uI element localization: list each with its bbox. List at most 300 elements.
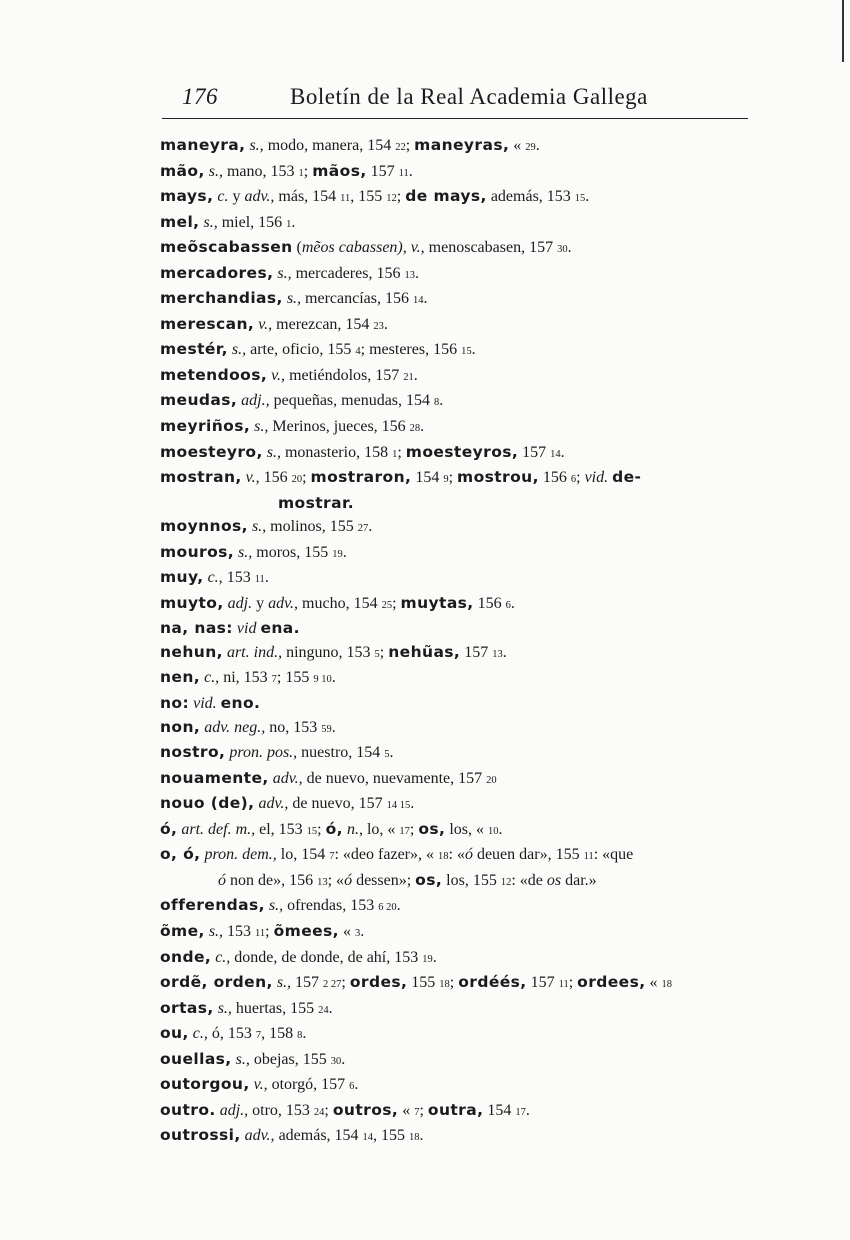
glossary-entry xyxy=(160,466,760,492)
headword: outorgou, xyxy=(160,1075,250,1094)
glossary-entry xyxy=(160,792,760,818)
glossary-entry xyxy=(160,617,760,641)
entry-text: : «de xyxy=(511,871,547,889)
glossary-entry xyxy=(160,818,760,844)
entry-text: 156 xyxy=(538,469,571,487)
line-reference: 13 xyxy=(492,648,503,660)
headword: ordes, xyxy=(349,973,408,992)
entry-text: 154 xyxy=(411,469,444,487)
entry-text: 153 xyxy=(223,922,256,940)
headword: non, xyxy=(160,717,201,736)
entry-text: 157 xyxy=(518,443,551,461)
headword: nouamente, xyxy=(160,768,269,787)
entry-text: ; xyxy=(265,922,274,940)
grammar-label: c., xyxy=(192,1025,208,1043)
line-reference: 1 xyxy=(392,448,398,460)
glossary-entry xyxy=(160,441,760,467)
line-reference: 11 xyxy=(398,167,409,179)
glossary-entry xyxy=(160,262,760,288)
line-reference: 2 27 xyxy=(323,979,342,991)
grammar-label: c. xyxy=(217,188,229,206)
grammar-label: c., xyxy=(215,948,231,966)
grammar-label: art. def. m., xyxy=(181,820,256,838)
headword: ortas, xyxy=(160,998,214,1017)
entry-text: 157 xyxy=(366,162,399,180)
entry-text: . xyxy=(410,795,415,813)
entry-text: non de», 156 xyxy=(226,871,318,889)
entry-text: . xyxy=(383,315,388,333)
entry-text: obejas, 155 xyxy=(249,1050,331,1068)
entry-text: donde, de donde, de ahí, 153 xyxy=(230,948,423,966)
headword: moesteyro, xyxy=(160,442,263,461)
entry-text: dessen»; xyxy=(352,871,416,889)
entry-text: , 158 xyxy=(261,1025,298,1043)
line-reference: 6 xyxy=(505,599,511,611)
entry-text: modo, manera, 154 xyxy=(263,137,396,154)
line-reference: 1 xyxy=(286,218,292,230)
entry-text: . xyxy=(341,1050,346,1068)
entry-text: . xyxy=(342,543,347,561)
entry-text: . xyxy=(510,594,515,612)
line-reference: 7 xyxy=(414,1106,420,1118)
line-reference: 18 xyxy=(661,979,672,991)
entry-text: 154 xyxy=(483,1101,516,1119)
grammar-label: s., xyxy=(268,897,284,915)
entry-text: ; « xyxy=(327,871,345,889)
line-reference: 30 xyxy=(330,1055,342,1067)
line-reference: 3 xyxy=(354,927,361,939)
entry-continuation xyxy=(160,492,760,516)
line-reference: 13 xyxy=(404,269,415,281)
page-edge-mark xyxy=(842,0,844,62)
entry-text: ; xyxy=(419,1101,428,1119)
line-reference: 59 xyxy=(321,723,332,735)
line-reference: 28 xyxy=(409,423,421,435)
line-reference: 11 xyxy=(254,574,265,586)
glossary-entry xyxy=(160,894,760,920)
line-reference: 10 xyxy=(488,825,499,837)
entry-text: huertas, 155 xyxy=(231,999,319,1017)
grammar-label: s., xyxy=(208,922,224,940)
line-reference: 6 20 xyxy=(378,902,397,914)
headword: ó, xyxy=(325,819,343,838)
entry-text: arte, oficio, 155 xyxy=(246,341,356,359)
entry-text: ; 155 xyxy=(276,669,314,687)
line-reference: 6 xyxy=(349,1081,355,1093)
entry-text: ; mesteres, 156 xyxy=(360,341,462,359)
grammar-label: v., xyxy=(410,239,425,257)
entry-text: molinos, 155 xyxy=(266,518,358,536)
entry-text: deuen dar», 155 xyxy=(472,846,584,864)
entry-text: . xyxy=(331,718,336,736)
headword: mostraron, xyxy=(310,468,412,487)
entry-text: el, 153 xyxy=(255,820,307,838)
headword: meyriños, xyxy=(160,417,251,436)
headword: nen, xyxy=(160,668,201,687)
entry-text: . xyxy=(525,1101,530,1119)
line-reference: 18 xyxy=(439,979,450,991)
entry-text: . xyxy=(585,188,590,206)
line-reference: 8 xyxy=(297,1030,303,1042)
entry-text: . xyxy=(560,443,565,461)
entry-text: no, 153 xyxy=(265,718,322,736)
entry-text: ( xyxy=(292,239,302,257)
line-reference: 14 xyxy=(362,1132,374,1144)
headword: outros, xyxy=(332,1100,399,1119)
entry-text: . xyxy=(291,213,296,231)
headword: onde, xyxy=(160,947,212,966)
headword: mercadores, xyxy=(160,263,274,282)
entry-text: ; xyxy=(302,469,311,487)
line-reference: 15 xyxy=(306,825,318,837)
glossary-entry xyxy=(160,160,760,186)
grammar-label: adv., xyxy=(244,188,275,206)
line-reference: 20 xyxy=(486,774,497,786)
grammar-label: vid. xyxy=(193,695,217,713)
headword: moesteyros, xyxy=(405,442,519,461)
entry-text: y xyxy=(252,594,269,612)
entry-text: . xyxy=(414,264,419,282)
headword: offerendas, xyxy=(160,896,265,915)
entry-text: . xyxy=(264,569,269,587)
line-reference: 19 xyxy=(422,953,433,965)
headword: mãos, xyxy=(312,161,367,180)
glossary-entry xyxy=(160,1073,760,1099)
headword: nehun, xyxy=(160,642,223,661)
entry-text: Merinos, jueces, 156 xyxy=(268,418,410,436)
line-reference: 15 xyxy=(461,346,472,358)
glossary-entry xyxy=(160,185,760,211)
entry-text: además, 154 xyxy=(274,1127,363,1145)
headword: nostro, xyxy=(160,743,226,762)
line-reference: 9 10 xyxy=(313,674,332,686)
line-reference: 29 xyxy=(525,142,536,153)
entry-text: 156 xyxy=(259,469,292,487)
headword: ó, xyxy=(160,819,178,838)
headword: maneyra, xyxy=(160,136,246,154)
glossary-entry xyxy=(160,313,760,339)
grammar-label: pron. pos., xyxy=(229,744,298,762)
entry-text: lo, 154 xyxy=(276,846,330,864)
line-reference: 7 xyxy=(255,1030,262,1042)
entry-text: . xyxy=(419,1127,424,1145)
entry-text: ; xyxy=(405,137,415,154)
grammar-label: ó xyxy=(464,846,473,864)
headword: ordéés, xyxy=(458,973,527,992)
grammar-label: adv., xyxy=(244,1127,275,1145)
entry-text: ; xyxy=(379,643,389,661)
headword: mão, xyxy=(160,161,205,180)
headword: mostran, xyxy=(160,468,242,487)
line-reference: 14 15 xyxy=(386,800,411,812)
headword: mouros, xyxy=(160,542,235,561)
glossary-entry xyxy=(160,946,760,972)
entry-text: dar.» xyxy=(561,871,597,889)
headword: mestér, xyxy=(160,340,228,359)
line-reference: 12 xyxy=(500,876,512,888)
entry-text: mucho, 154 xyxy=(298,594,382,612)
grammar-label: v., xyxy=(253,1076,268,1094)
entry-text: pequeñas, menudas, 154 xyxy=(269,392,435,410)
headword: outra, xyxy=(427,1100,484,1119)
headword: na, nas: xyxy=(160,619,233,638)
grammar-label: s., xyxy=(254,418,269,436)
entry-text: . xyxy=(471,341,476,359)
line-reference: 20 xyxy=(291,474,303,486)
line-reference: 14 xyxy=(550,448,561,460)
entry-text: ninguno, 153 xyxy=(282,643,375,661)
grammar-label: s., xyxy=(249,137,264,154)
entry-continuation xyxy=(160,869,760,895)
running-header xyxy=(182,84,748,120)
glossary-entry xyxy=(160,592,760,618)
line-reference: 30 xyxy=(557,244,568,256)
headword: ena. xyxy=(260,619,300,638)
entry-text: metiéndolos, 157 xyxy=(285,366,404,384)
headword: ordees, xyxy=(577,973,646,992)
headword: muyto, xyxy=(160,593,224,612)
grammar-label: s., xyxy=(203,213,218,231)
entry-text: . xyxy=(328,999,333,1017)
headword: mays, xyxy=(160,187,214,206)
headword: õmees, xyxy=(273,921,339,940)
grammar-label: adj. xyxy=(227,594,253,612)
entry-text: : «deo fazer», « xyxy=(334,846,438,864)
headword: de- xyxy=(612,468,642,487)
glossary-entry xyxy=(160,541,760,567)
headword: meõscabassen xyxy=(160,238,293,257)
entry-text: ; xyxy=(324,1101,333,1119)
glossary-entry xyxy=(160,389,760,415)
entry-text: . xyxy=(331,669,336,687)
entry-text: ; xyxy=(392,594,401,612)
grammar-label: s., xyxy=(235,1050,250,1068)
entry-text: . xyxy=(302,1025,307,1043)
grammar-label: s., xyxy=(277,264,292,282)
entry-text: de nuevo, 157 xyxy=(288,795,387,813)
glossary-entry xyxy=(160,1099,760,1125)
line-reference: 11 xyxy=(340,193,351,205)
glossary-entry xyxy=(160,692,760,716)
entry-text: ; xyxy=(317,820,326,838)
entry-text: : «que xyxy=(593,846,634,864)
entry-text: . xyxy=(502,643,507,661)
entry-text: ; xyxy=(409,820,419,838)
entry-text: « xyxy=(338,922,355,940)
glossary-entry xyxy=(160,971,760,997)
headword: os, xyxy=(418,819,446,838)
entry-text: ; xyxy=(449,974,459,992)
headword: outro. xyxy=(160,1100,216,1119)
glossary-entry xyxy=(160,515,760,541)
grammar-label: v., xyxy=(245,469,260,487)
headword: ouellas, xyxy=(160,1049,232,1068)
headword: mel, xyxy=(160,212,200,231)
entry-text: ; xyxy=(341,974,350,992)
entry-text: merezcan, 154 xyxy=(272,315,374,333)
headword: õme, xyxy=(160,921,205,940)
grammar-label: s., xyxy=(208,162,223,180)
entry-text: los, 155 xyxy=(442,871,501,889)
headword: muytas, xyxy=(400,593,474,612)
grammar-label: adv., xyxy=(258,795,289,813)
entry-text: . xyxy=(389,744,394,762)
grammar-label: art. ind., xyxy=(226,643,283,661)
headword: muy, xyxy=(160,568,204,587)
entry-text: « xyxy=(509,137,526,154)
entry-text: . xyxy=(432,948,437,966)
line-reference: 8 xyxy=(434,397,440,409)
glossary-entry xyxy=(160,767,760,793)
line-reference: 11 xyxy=(558,979,569,991)
line-reference: 6 xyxy=(570,474,577,486)
glossary-entry xyxy=(160,338,760,364)
entry-text: . xyxy=(413,366,418,384)
entry-text: los, « xyxy=(445,820,489,838)
glossary-entry xyxy=(160,287,760,313)
glossary-entry xyxy=(160,236,760,262)
headword: mostrar. xyxy=(278,493,355,512)
entry-text: « xyxy=(398,1101,415,1119)
headword: nouo (de), xyxy=(160,794,255,813)
line-reference: 19 xyxy=(332,548,343,560)
glossary-entry xyxy=(160,641,760,667)
grammar-label: vid. xyxy=(584,469,609,487)
line-reference: 5 xyxy=(384,749,390,761)
grammar-label: v., xyxy=(271,366,286,384)
entry-text: mercancías, 156 xyxy=(301,290,413,308)
header-rule xyxy=(162,118,748,119)
entry-text: otro, 153 xyxy=(248,1101,314,1119)
grammar-label: vid xyxy=(236,620,257,638)
entry-text: . xyxy=(368,518,373,536)
entry-text: . xyxy=(420,418,425,436)
headword: nehũas, xyxy=(388,642,461,661)
entry-text: ; xyxy=(303,162,313,180)
line-reference: 17 xyxy=(515,1106,526,1118)
entry-text: 155 xyxy=(407,974,440,992)
line-reference: 23 xyxy=(373,320,384,332)
grammar-label: os xyxy=(546,871,562,889)
glossary-entry xyxy=(160,415,760,441)
glossary-entry xyxy=(160,1048,760,1074)
grammar-label: s., xyxy=(286,290,302,308)
headword: ou, xyxy=(160,1024,189,1043)
headword: maneyras, xyxy=(414,136,510,154)
entry-text: 157 xyxy=(526,974,559,992)
line-reference: 24 xyxy=(318,1004,329,1016)
entry-text: ó, 153 xyxy=(207,1025,256,1043)
entry-text: : « xyxy=(448,846,465,864)
entry-text: ; xyxy=(397,443,406,461)
line-reference: 15 xyxy=(574,193,586,205)
glossary-entry xyxy=(160,920,760,946)
grammar-label: c., xyxy=(204,669,220,687)
line-reference: 9 xyxy=(443,474,449,486)
entry-text: además, 153 xyxy=(486,188,575,206)
grammar-label: s., xyxy=(217,999,232,1017)
grammar-label: adv., xyxy=(272,769,303,787)
entry-text: monasterio, 158 xyxy=(280,443,393,461)
entry-text: 157 xyxy=(291,974,324,992)
headword: de mays, xyxy=(405,187,487,206)
entry-text: . xyxy=(439,392,444,410)
headword: merescan, xyxy=(160,314,255,333)
headword: os, xyxy=(415,870,443,889)
entry-text: . xyxy=(396,897,401,915)
entry-text: miel, 156 xyxy=(217,213,287,231)
glossary-entry xyxy=(160,1124,760,1150)
entry-text: ; xyxy=(448,469,458,487)
line-reference: 25 xyxy=(381,599,393,611)
line-reference: 7 xyxy=(329,851,335,863)
glossary-entry xyxy=(160,134,760,160)
grammar-label: ó xyxy=(344,871,353,889)
entry-text: moros, 155 xyxy=(252,543,333,561)
headword: metendoos, xyxy=(160,365,268,384)
entry-text: mercaderes, 156 xyxy=(291,264,405,282)
entry-text: ni, 153 xyxy=(219,669,272,687)
grammar-label: s., xyxy=(238,543,253,561)
line-reference: 17 xyxy=(399,825,410,837)
grammar-label: adv. neg., xyxy=(204,718,266,736)
headword: outrossi, xyxy=(160,1126,241,1145)
grammar-label: pron. dem., xyxy=(204,846,277,864)
journal-title: Boletín de la Real Academia Gallega xyxy=(290,84,648,109)
entry-text: ; xyxy=(576,469,585,487)
glossary-entry xyxy=(160,716,760,742)
line-reference: 22 xyxy=(395,142,406,153)
entry-text: nuestro, 154 xyxy=(297,744,385,762)
headword: merchandias, xyxy=(160,289,283,308)
grammar-label: c., xyxy=(207,569,223,587)
line-reference: 27 xyxy=(357,523,369,535)
glossary-entry xyxy=(160,843,760,869)
line-reference: 1 xyxy=(298,167,304,179)
glossary-entries xyxy=(160,134,760,1150)
grammar-label: adj., xyxy=(219,1101,249,1119)
entry-text: 153 xyxy=(222,569,255,587)
glossary-entry xyxy=(160,566,760,592)
line-reference: 18 xyxy=(409,1132,420,1144)
line-reference: 14 xyxy=(413,295,424,307)
entry-text: mano, 153 xyxy=(222,162,299,180)
grammar-label: adv., xyxy=(268,594,299,612)
headword: eno. xyxy=(220,694,261,713)
entry-text: « xyxy=(645,974,662,992)
grammar-label: mẽos cabassen), xyxy=(301,239,407,257)
entry-text: . xyxy=(567,239,572,257)
line-reference: 5 xyxy=(374,648,380,660)
page-number: 176 xyxy=(182,84,218,109)
headword: ordẽ, orden, xyxy=(160,973,273,992)
line-reference: 11 xyxy=(255,927,266,939)
entry-text: y xyxy=(228,188,245,206)
grammar-label: n., xyxy=(346,820,363,838)
grammar-label: adj., xyxy=(241,392,270,410)
line-reference: 21 xyxy=(403,371,414,383)
grammar-label: v., xyxy=(258,315,273,333)
entry-text: ; xyxy=(396,188,406,206)
entry-text: lo, « xyxy=(362,820,400,838)
headword: meudas, xyxy=(160,391,238,410)
line-reference: 12 xyxy=(386,193,397,205)
entry-text: . xyxy=(423,290,428,308)
entry-text: 157 xyxy=(460,643,493,661)
entry-text: . xyxy=(535,137,540,154)
entry-text: menoscabasen, 157 xyxy=(424,239,558,257)
glossary-entry xyxy=(160,741,760,767)
